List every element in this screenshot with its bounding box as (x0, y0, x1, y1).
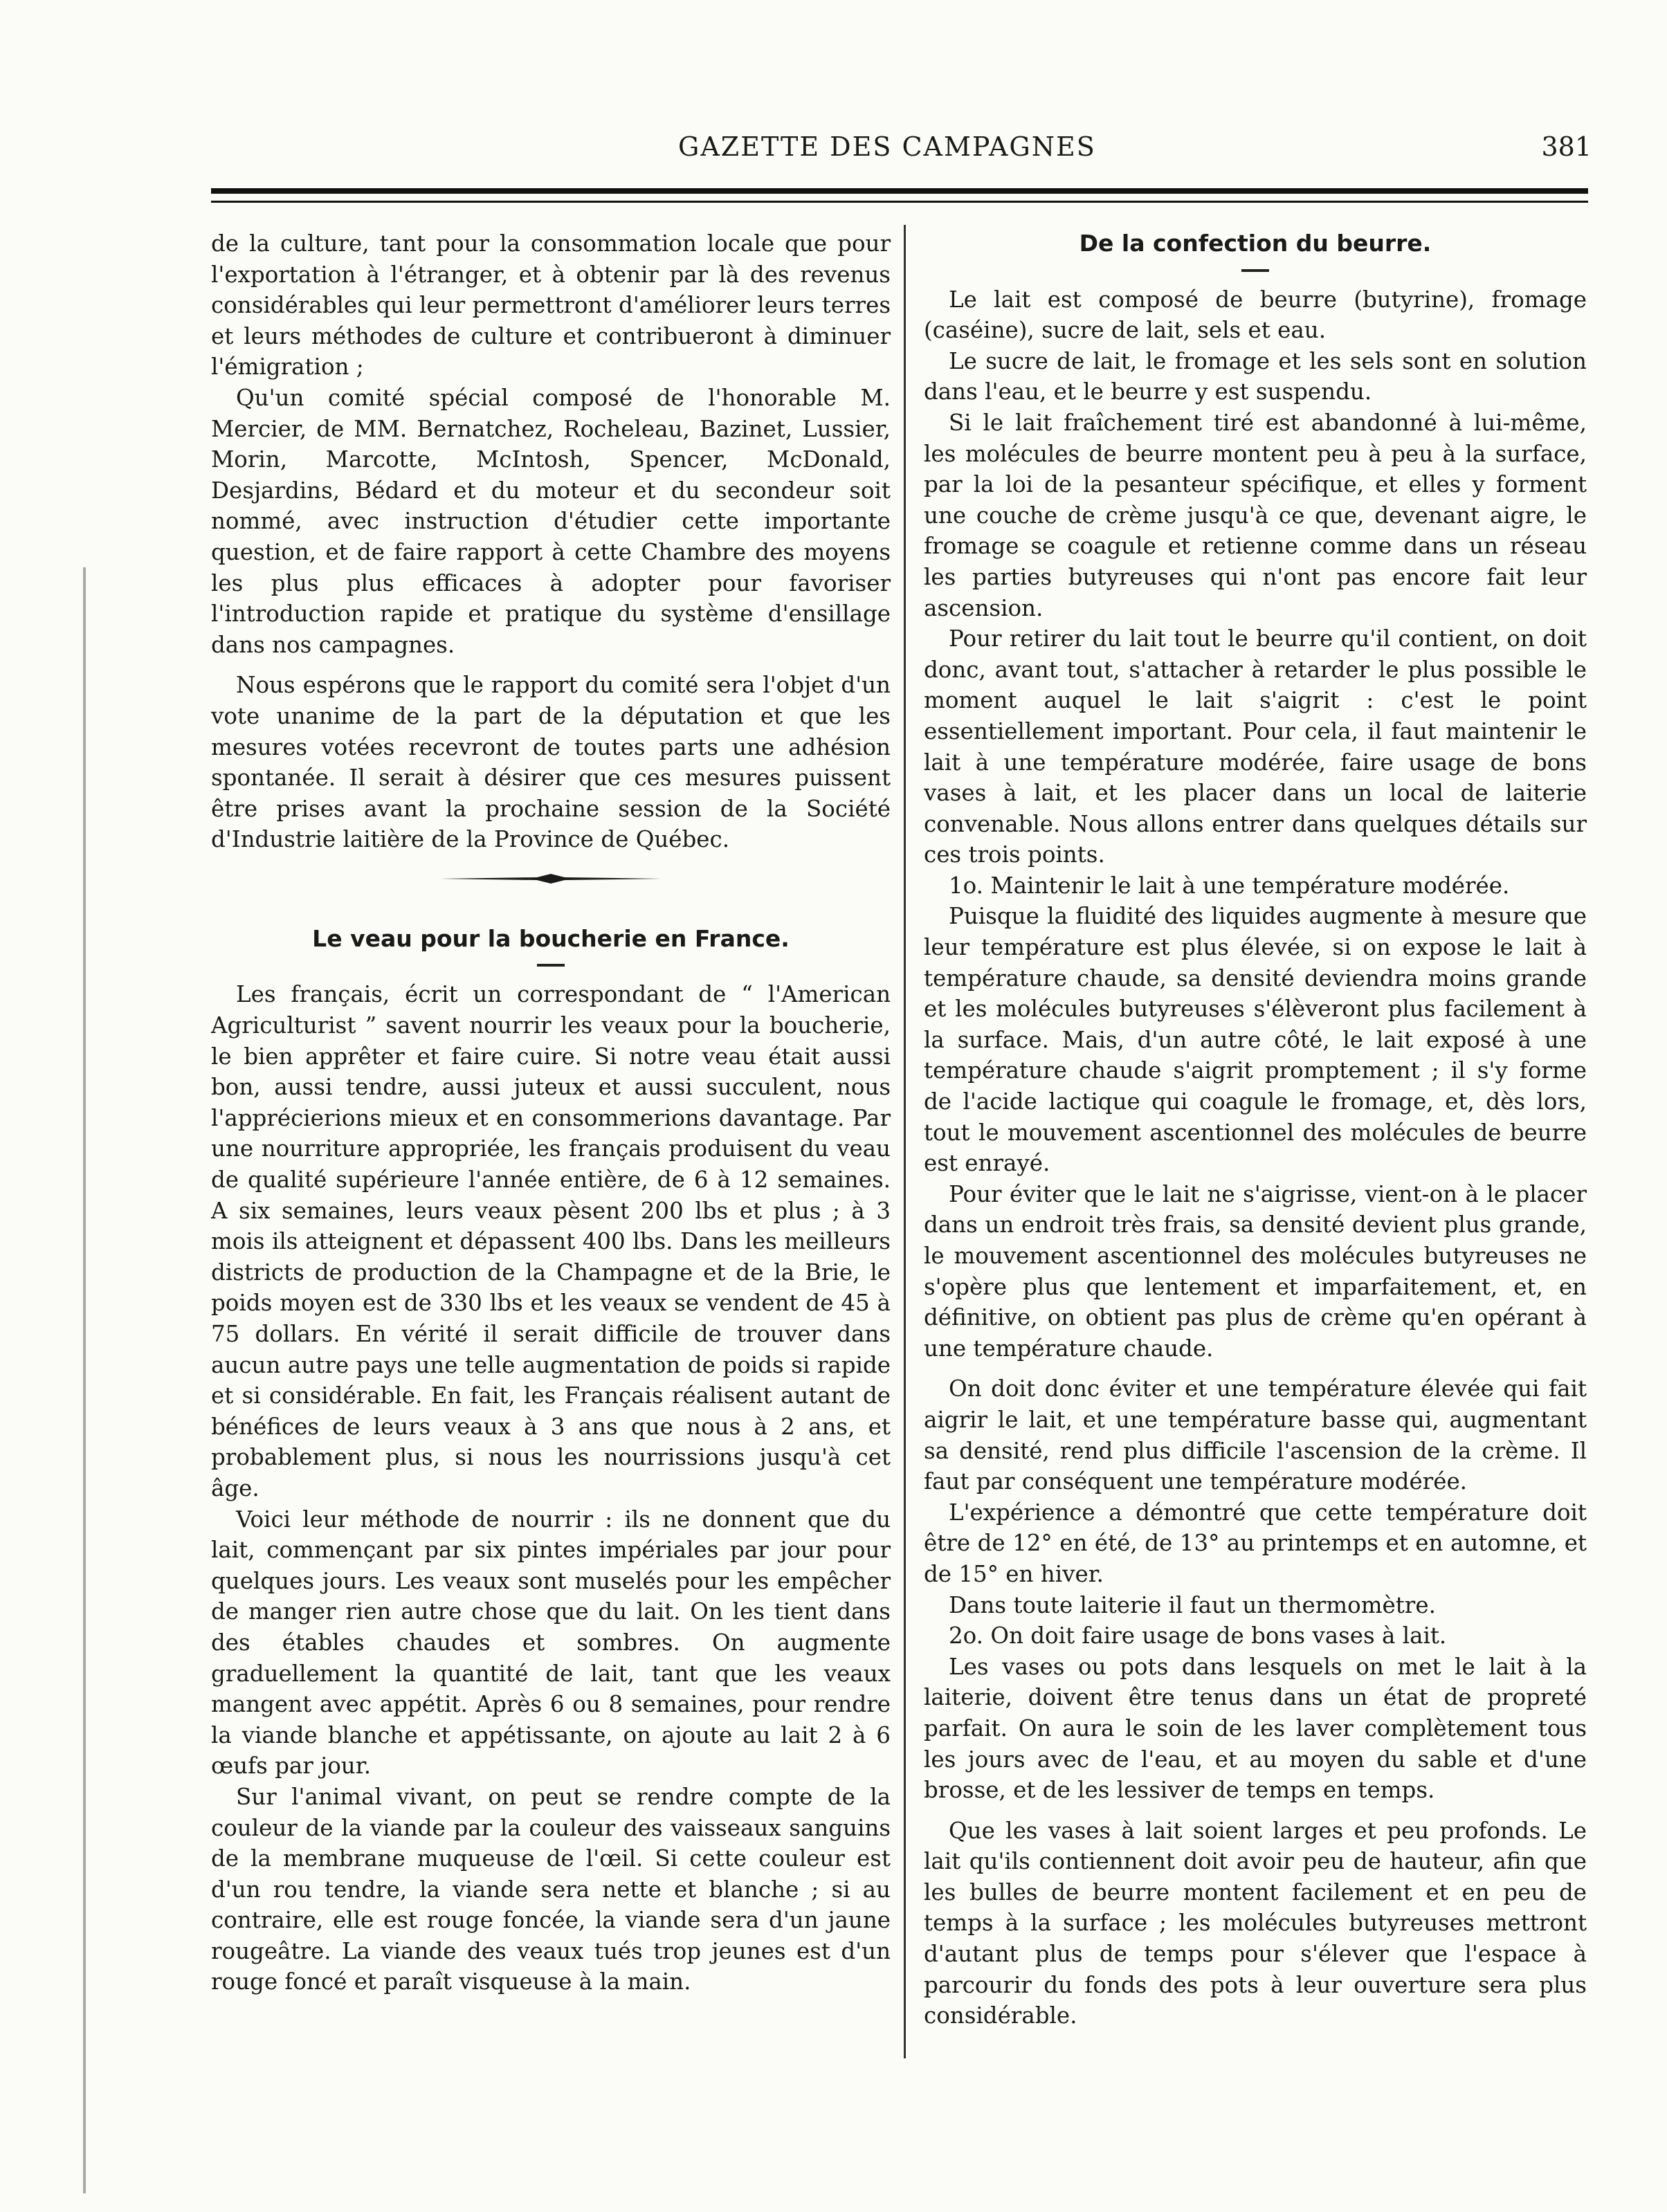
paragraph: Pour éviter que le lait ne s'aigrisse, vient-on à le placer dans un endroit très frais, sa densité devient plus grande, le mouvement ascentionnel des molécules butyreuses ne s'opère plus que lentement et imparfaitement, et, en définitive, on obtient pas plus de crème qu'en opérant à une température chaude. (924, 1180, 1587, 1362)
left-column (211, 228, 891, 1998)
header-rule-thick (211, 188, 1588, 194)
paragraph: Les vases ou pots dans lesquels on met le lait à la laiterie, doivent être tenus dans un état de propreté parfait. On aura le soin de les laver complètement tous les jours avec de l'eau, et au moyen du sable et d'une brosse, et de les lessiver de temps en temps. (924, 1653, 1587, 1804)
paragraph: Sur l'animal vivant, on peut se rendre compte de la couleur de la viande par la couleur des vaisseaux sanguins de la membrane muqueuse de l'œil. Si cette couleur est d'un rou tendre, la viande sera nette et blanche ; si au contraire, elle est rouge foncée, la viande sera d'un jaune rougeâtre. La viande des veaux tués trop jeunes est d'un rouge foncé et paraît visqueuse à la main. (211, 1783, 891, 1995)
paragraph: Nous espérons que le rapport du comité sera l'objet d'un vote unanime de la part de la députation et que les mesures votées recevront de toutes parts une adhésion spontanée. Il serait à désirer que ces mesures puissent être prises avant la prochaine session de la Société d'Industrie laitière de la Province de Québec. (211, 672, 891, 853)
paragraph: 2o. On doit faire usage de bons vases à lait. (949, 1623, 1447, 1649)
paragraph: Le sucre de lait, le fromage et les sels sont en solution dans l'eau, et le beurre y est suspendu. (924, 347, 1587, 405)
page-number: 381 (1541, 131, 1592, 162)
paragraph: L'expérience a démontré que cette température doit être de 12° en été, de 13° au printemps et en automne, et de 15° en hiver. (924, 1499, 1587, 1587)
paragraph: Pour retirer du lait tout le beurre qu'il contient, on doit donc, avant tout, s'attacher à retarder le plus possible le moment auquel le lait s'aigrit : c'est le point essentiellement important. Pour cela, il faut maintenir le lait à une température modérée, faire usage de bons vases à lait, et les placer dans un local de laiterie convenable. Nous allons entrer dans quelques détails sur ces trois points. (924, 625, 1587, 868)
section-separator-ornament (440, 872, 662, 886)
paragraph: Voici leur méthode de nourrir : ils ne donnent que du lait, commençant par six pintes impériales par jour pour quelques jours. Les veaux sont muselés pour les empêcher de manger rien autre chose que du lait. On les tient dans des étables chaudes et sombres. On augmente graduellement la quantité de lait, tant que les veaux mangent avec appétit. Après 6 ou 8 semaines, pour rendre la viande blanche et appétissante, on ajoute au lait 2 à 6 œufs par jour. (211, 1506, 891, 1780)
article-title: De la confection du beurre. (1079, 230, 1432, 257)
article-title: Le veau pour la boucherie en France. (312, 924, 790, 952)
paragraph: de la culture, tant pour la consommation locale que pour l'exportation à l'étranger, et à obtenir par là des revenus considérables qui leur permettront d'améliorer leurs terres et leurs méthodes de culture et contribueront à diminuer l'émigration ; (211, 230, 891, 381)
paragraph: Les français, écrit un correspondant de “ l'American Agriculturist ” savent nourrir les veaux pour la boucherie, le bien apprêter et faire cuire. Si notre veau était aussi bon, aussi tendre, aussi juteux et aussi succulent, nous l'apprécierions mieux et en consommerions davantage. Par une nourriture appropriée, les français produisent du veau de qualité supérieure l'année entière, de 6 à 12 semaines. A six semaines, leurs veaux pèsent 200 lbs et plus ; à 3 mois ils atteignent et dépassent 400 lbs. Dans les meilleurs districts de production de la Champagne et de la Brie, le poids moyen est de 330 lbs et les veaux se vendent de 45 à 75 dollars. En vérité il serait difficile de trouver dans aucun autre pays une telle augmentation de poids si rapide et si considérable. En fait, les Français réalisent autant de bénéfices de leurs veaux à 3 ans que nous à 2 ans, et probablement plus, si nous les nourrissions jusqu'à cet âge. (211, 981, 891, 1501)
page-header (208, 131, 1592, 180)
paragraph: On doit donc éviter et une température élevée qui fait aigrir le lait, et une température basse qui, augmentant sa densité, rend plus difficile l'ascension de la crème. Il faut par conséquent une température modérée. (924, 1375, 1587, 1495)
right-column (924, 228, 1587, 2031)
header-rule-thin (211, 201, 1588, 203)
title-dash (537, 964, 565, 967)
paragraph: Puisque la fluidité des liquides augmente à mesure que leur température est plus élevée, si on expose le lait à température chaude, sa densité deviendra moins grande et les molécules butyreuses s'élèveront plus facilement à la surface. Mais, d'un autre côté, le lait exposé à une température chaude s'aigrit promptement ; il s'y forme de l'acide lactique qui coagule le fromage, et, dès lors, tout le mouvement ascentionnel des molécules de beurre est enrayé. (924, 903, 1587, 1177)
paragraph: Le lait est composé de beurre (butyrine), fromage (caséine), sucre de lait, sels et eau. (924, 286, 1587, 344)
journal-title: GAZETTE DES CAMPAGNES (678, 131, 1096, 162)
paragraph: Dans toute laiterie il faut un thermomètre. (949, 1591, 1436, 1618)
page-edge-shadow (83, 567, 86, 2193)
paragraph: Qu'un comité spécial composé de l'honorable M. Mercier, de MM. Bernatchez, Rocheleau, Bazinet, Lussier, Morin, Marcotte, McIntosh, Spencer, McDonald, Desjardins, Bédard et du moteur et du secondeur soit nommé, avec instruction d'étudier cette importante question, et de faire rapport à cette Chambre des moyens les plus plus efficaces à adopter pour favoriser l'introduction rapide et pratique du système d'ensillage dans nos campagnes. (211, 384, 891, 658)
title-dash (1241, 269, 1269, 272)
paragraph: Que les vases à lait soient larges et peu profonds. Le lait qu'ils contiennent doit avoir peu de hauteur, afin que les bulles de beurre montent facilement et en peu de temps à la surface ; les molécules butyreuses mettront d'autant plus de temps pour s'élever que l'espace à parcourir du fonds des pots à leur ouverture sera plus considérable. (924, 1817, 1587, 2029)
column-divider (904, 225, 906, 2058)
paragraph: 1o. Maintenir le lait à une température modérée. (949, 872, 1510, 899)
paragraph: Si le lait fraîchement tiré est abandonné à lui-même, les molécules de beurre montent peu à peu à la surface, par la loi de la pesanteur spécifique, et elles y forment une couche de crème jusqu'à ce que, devenant aigre, le fromage se coagule et retienne comme dans un réseau les parties butyreuses qui n'ont pas encore fait leur ascension. (924, 409, 1587, 621)
